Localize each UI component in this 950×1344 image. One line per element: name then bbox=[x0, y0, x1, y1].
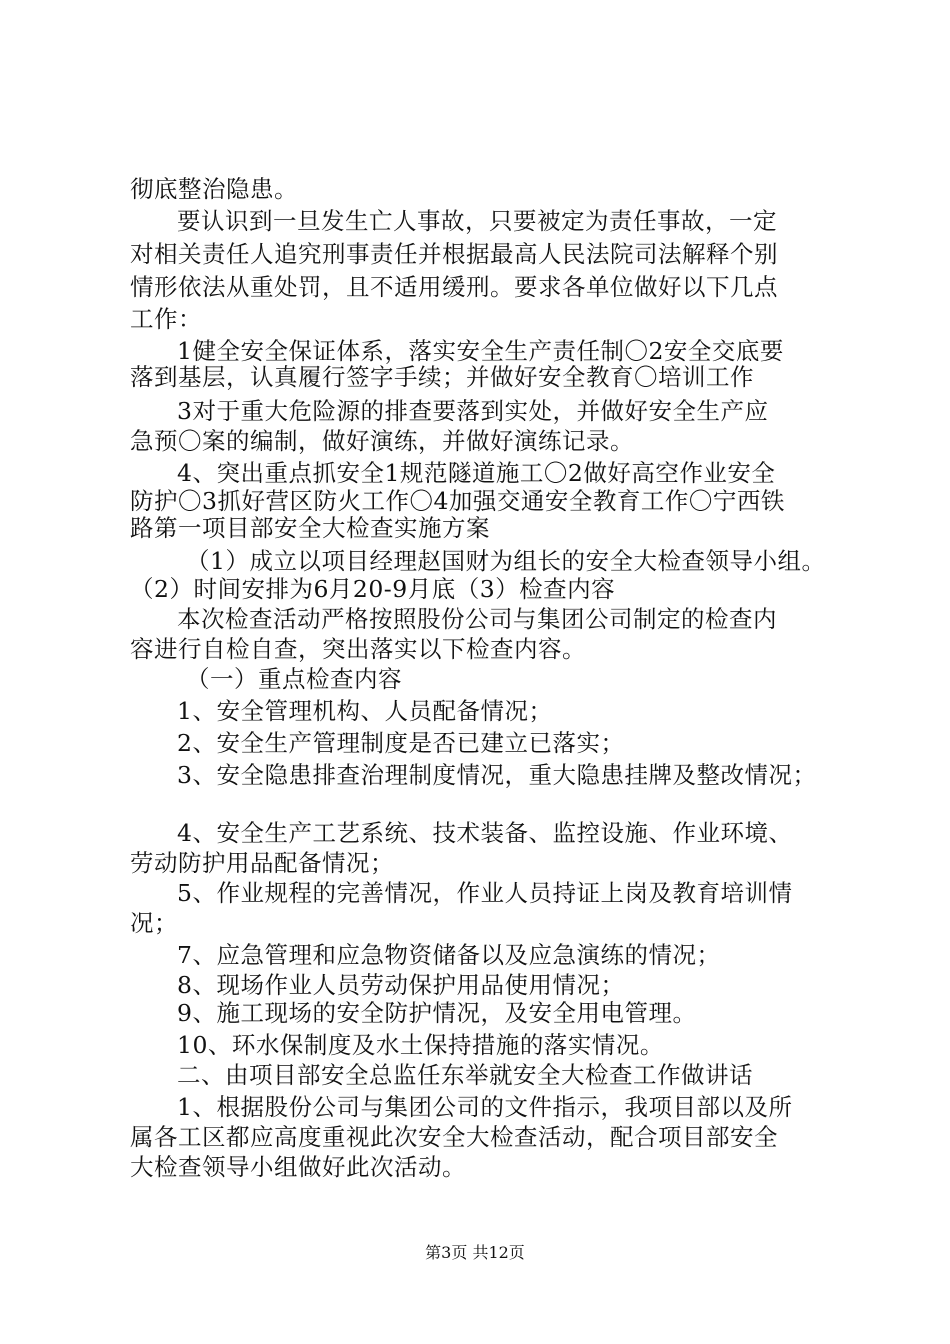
text-line: 落到基层，认真履行签字手续；并做好安全教育〇培训工作 bbox=[130, 363, 754, 391]
text-line: 要认识到一旦发生亡人事故，只要被定为责任事故，一定 bbox=[177, 207, 777, 235]
list-item: 7、应急管理和应急物资储备以及应急演练的情况； bbox=[177, 941, 721, 969]
list-item: 4、安全生产工艺系统、技术装备、监控设施、作业环境、 bbox=[177, 819, 793, 847]
text-line: 劳动防护用品配备情况； bbox=[130, 849, 394, 877]
text-line: 1、根据股份公司与集团公司的文件指示，我项目部以及所 bbox=[177, 1093, 793, 1121]
list-item: 9、施工现场的安全防护情况，及安全用电管理。 bbox=[177, 999, 697, 1027]
list-item: 8、现场作业人员劳动保护用品使用情况； bbox=[177, 971, 625, 999]
text-line: 彻底整治隐患。 bbox=[130, 175, 298, 203]
text-line: 防护〇3抓好营区防火工作〇4加强交通安全教育工作〇宁西铁 bbox=[130, 487, 785, 515]
list-item: 1、安全管理机构、人员配备情况； bbox=[177, 697, 553, 725]
list-item: 2、安全生产管理制度是否已建立已落实； bbox=[177, 729, 625, 757]
list-item: 3、安全隐患排查治理制度情况，重大隐患挂牌及整改情况； bbox=[177, 761, 817, 789]
section-heading: （一）重点检查内容 bbox=[186, 665, 402, 693]
text-line: 大检查领导小组做好此次活动。 bbox=[130, 1153, 466, 1181]
text-line: 路第一项目部安全大检查实施方案 bbox=[130, 514, 490, 542]
text-line: 3对于重大危险源的排查要落到实处，并做好安全生产应 bbox=[177, 397, 769, 425]
page-number-footer: 第3页 共12页 bbox=[425, 1243, 525, 1262]
section-heading: 二、由项目部安全总监任东举就安全大检查工作做讲话 bbox=[177, 1061, 753, 1089]
text-line: 属各工区都应高度重视此次安全大检查活动，配合项目部安全 bbox=[130, 1123, 778, 1151]
text-line: 1健全安全保证体系，落实安全生产责任制〇2安全交底要 bbox=[177, 337, 784, 365]
text-line: 对相关责任人追究刑事责任并根据最高人民法院司法解释个别 bbox=[130, 240, 778, 268]
text-line: 情形依法从重处罚，且不适用缓刑。要求各单位做好以下几点 bbox=[130, 273, 778, 301]
text-line: （1）成立以项目经理赵国财为组长的安全大检查领导小组。 bbox=[186, 547, 826, 575]
text-line: 急预〇案的编制，做好演练，并做好演练记录。 bbox=[130, 427, 634, 455]
text-line: 本次检查活动严格按照股份公司与集团公司制定的检查内 bbox=[177, 605, 777, 633]
text-line: 容进行自检自查，突出落实以下检查内容。 bbox=[130, 635, 586, 663]
list-item: 10、环水保制度及水土保持措施的落实情况。 bbox=[177, 1031, 664, 1059]
list-item: 5、作业规程的完善情况，作业人员持证上岗及教育培训情 bbox=[177, 879, 793, 907]
text-line: 工作： bbox=[130, 305, 202, 333]
text-line: 况； bbox=[130, 909, 178, 937]
text-line: （2）时间安排为6月20-9月底（3）检查内容 bbox=[130, 575, 616, 603]
text-line: 4、突出重点抓安全1规范隧道施工〇2做好高空作业安全 bbox=[177, 459, 776, 487]
